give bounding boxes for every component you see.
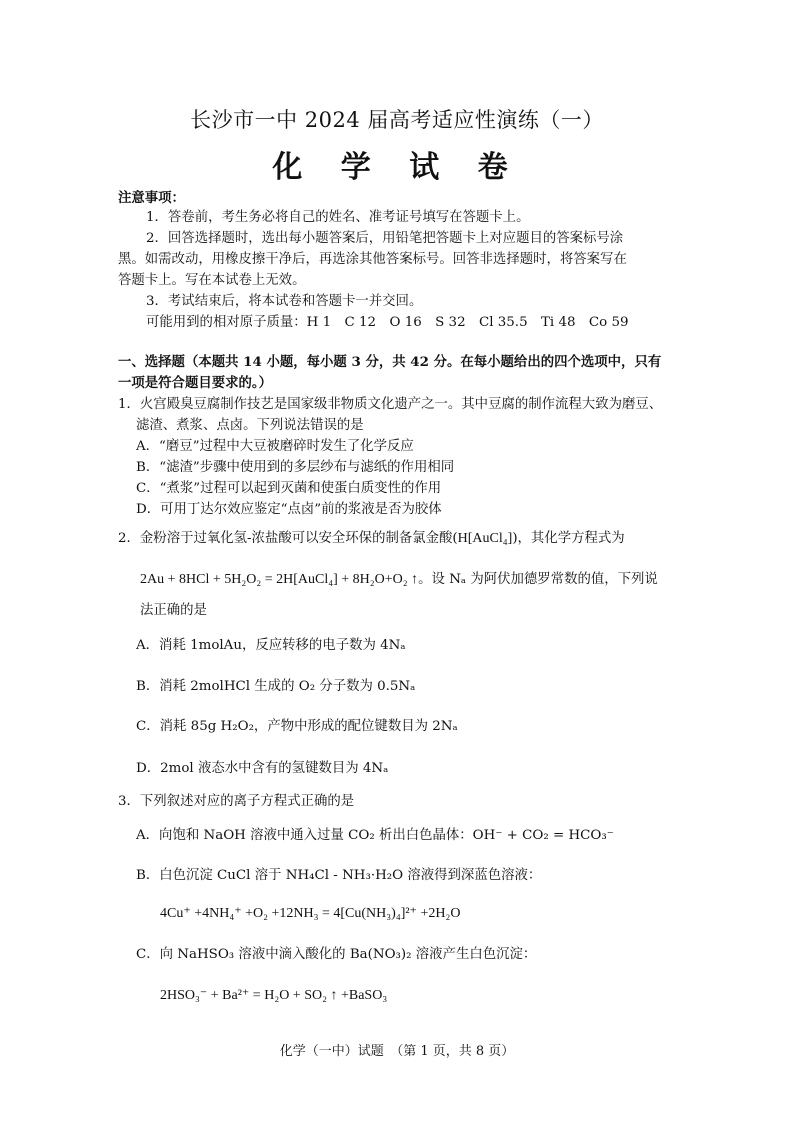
notice-item-3: 3．考试结束后，将本试卷和答题卡一并交回。 — [146, 294, 423, 309]
q1-option-b: B．“滤渣”步骤中使用到的多层纱布与滤纸的作用相同 — [136, 460, 455, 475]
q2-equation-tail: 。设 Nₐ 为阿伏加德罗常数的值，下列说 — [418, 572, 658, 587]
q2-option-a: A．消耗 1molAu，反应转移的电子数为 4Nₐ — [136, 638, 406, 653]
section1-heading-cont: 一项是符合题目要求的。） — [118, 375, 272, 391]
q2-option-b: B．消耗 2molHCl 生成的 O₂ 分子数为 0.5Nₐ — [136, 679, 416, 694]
notice-item-2-cont2: 答题卡上。写在本试卷上无效。 — [118, 273, 306, 288]
q3-option-c: C．向 NaHSO₃ 溶液中滴入酸化的 Ba(NO₃)₂ 溶液产生白色沉淀： — [136, 947, 537, 962]
subject-title: 化 学 试 卷 — [272, 150, 522, 185]
q1-option-d: D．可用丁达尔效应鉴定“点卤”前的浆液是否为胶体 — [136, 502, 442, 517]
q3-option-b-equation: 4Cu⁺ +4NH₄⁺ +O₂ +12NH₃ = 4[Cu(NH₃)₄]²⁺ +2H₂O — [160, 906, 461, 921]
notice-item-2: 2．回答选择题时，选出每小题答案后，用铅笔把答题卡上对应题目的答案标号涂 — [146, 231, 624, 246]
q3-option-c-equation: 2HSO₃⁻ + Ba²⁺ = H₂O + SO₂ ↑ +BaSO₃ — [160, 988, 388, 1003]
q2-stem — [118, 529, 625, 549]
notice-item-2-cont1: 黑。如需改动，用橡皮擦干净后，再选涂其他答案标号。回答非选择题时，将答案写在 — [118, 252, 627, 267]
q1-stem-cont: 滤渣、煮浆、点卤。下列说法错误的是 — [136, 418, 364, 433]
q2-stem-end: )，其化学方程式为 — [512, 531, 625, 546]
q2-stem-cont: 法正确的是 — [140, 603, 207, 618]
q1-option-c: C．“煮浆”过程可以起到灭菌和使蛋白质变性的作用 — [136, 481, 442, 496]
q2-option-d: D．2mol 液态水中含有的氢键数目为 4Nₐ — [136, 761, 389, 776]
q2-stem-formula: H[AuCl₄] — [457, 531, 513, 546]
q2-equation-line — [140, 570, 658, 590]
notice-item-1: 1．答卷前，考生务必将自己的姓名、准考证号填写在答题卡上。 — [146, 210, 530, 225]
atomic-masses: 可能用到的相对原子质量：H 1 C 12 O 16 S 32 Cl 35.5 Ti 48 Co 59 — [146, 315, 629, 330]
q1-option-a: A．“磨豆”过程中大豆被磨碎时发生了化学反应 — [136, 439, 414, 454]
q2-stem-text: 2．金粉溶于过氧化氢-浓盐酸可以安全环保的制备氯金酸( — [118, 531, 458, 546]
page-footer: 化学（一中）试题 （第 1 页，共 8 页） — [279, 1044, 515, 1059]
q3-option-b: B．白色沉淀 CuCl 溶于 NH₄Cl - NH₃·H₂O 溶液得到深蓝色溶液： — [136, 868, 542, 883]
section1-heading: 一、选择题（本题共 14 小题，每小题 3 分，共 42 分。在每小题给出的四个选项中，只有 — [118, 354, 662, 370]
q3-stem: 3．下列叙述对应的离子方程式正确的是 — [118, 794, 355, 809]
exam-title: 长沙市一中 2024 届高考适应性演练（一） — [190, 108, 604, 132]
q2-option-c: C．消耗 85g H₂O₂，产物中形成的配位键数目为 2Nₐ — [136, 719, 458, 734]
q2-equation: 2Au + 8HCl + 5H₂O₂ = 2H[AuCl₄] + 8H₂O+O₂ ↑ — [140, 572, 419, 587]
q1-stem: 1．火宫殿臭豆腐制作技艺是国家级非物质文化遗产之一。其中豆腐的制作流程大致为磨豆、 — [118, 397, 663, 412]
notice-heading: 注意事项： — [118, 190, 185, 206]
q3-option-a: A．向饱和 NaOH 溶液中通入过量 CO₂ 析出白色晶体：OH⁻ + CO₂ = HCO₃⁻ — [136, 828, 614, 843]
